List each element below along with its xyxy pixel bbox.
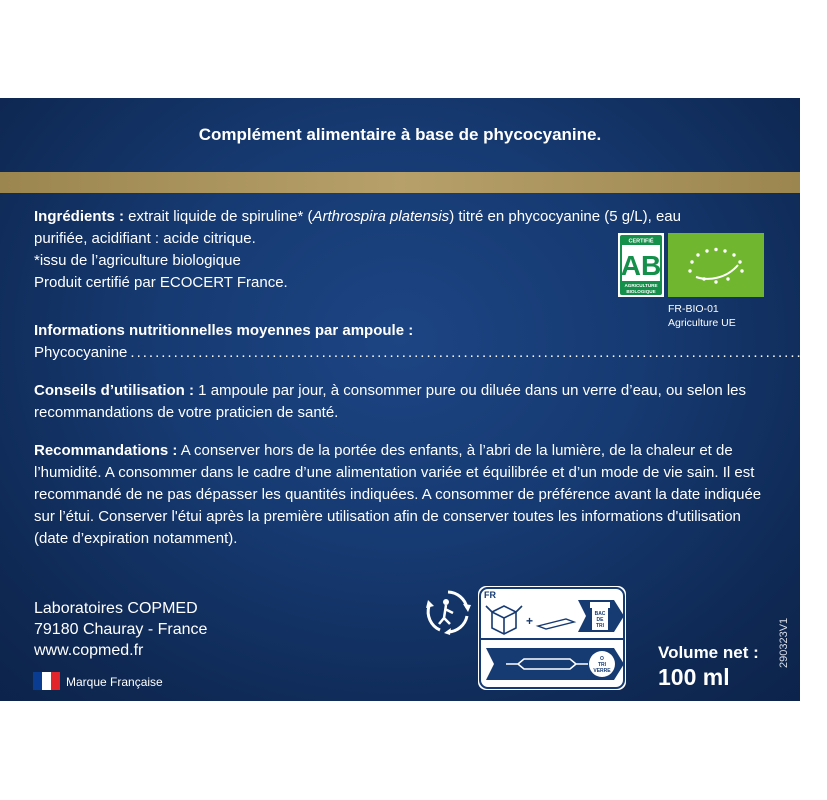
product-label: [0, 98, 827, 701]
version-code: 290323V1: [778, 617, 790, 668]
svg-text:DE: DE: [596, 617, 604, 623]
eu-leaf-icon: [668, 233, 764, 297]
svg-text:VERRE: VERRE: [593, 668, 611, 674]
recommendations-text: A conserver hors de la portée des enfants, à l’abri de la lumière, de la chaleur et de l’humidité. A consommer dans le cadre d’une alimentation variée et équilibrée et d’un mode de vie sain. Il est recommandé de ne pas dépasser les quantités indiquées. A consommer de préférence avant la date indiquée sur l’étui. Conserver l'étui après la première utilisation afin de conserver toutes les informations d'utilisation (date d’expiration notamment).: [34, 442, 762, 547]
svg-text:TRI: TRI: [597, 662, 607, 668]
bio-note: *issu de l’agriculture biologique: [34, 252, 241, 269]
usage-advice-label: Conseils d’utilisation :: [34, 382, 195, 399]
triman-sorting-info: [478, 586, 626, 690]
manufacturer-name: Laboratoires COPMED: [34, 600, 198, 617]
manufacturer-city: 79180 Chauray - France: [34, 621, 208, 638]
usage-advice-text: 1 ampoule par jour, à consommer pure ou diluée dans un verre d’eau, ou selon les recommandations de votre praticien de santé.: [34, 382, 747, 421]
svg-text:BAC: BAC: [594, 611, 606, 617]
triman-country: FR: [484, 590, 496, 600]
ab-bottom-text-1: AGRICULTURE: [624, 283, 658, 288]
dot-leader: .............................................................................................................: [130, 344, 803, 361]
eu-code-text: FR-BIO-01: [668, 303, 719, 315]
latin-name: Arthrospira platensis: [312, 208, 450, 225]
ab-bottom-text-2: BIOLOGIQUE: [626, 289, 656, 294]
svg-text:+: +: [526, 614, 534, 628]
sorting-bin-icon: [590, 602, 610, 630]
ab-top-text: CERTIFIÉ: [628, 238, 654, 245]
manufacturer-website: www.copmed.fr: [34, 642, 144, 659]
svg-text:O: O: [600, 656, 604, 662]
ingredients-text-after: ) titré en phycocyanine (5 g/L), eau: [449, 208, 681, 225]
certification-text: Produit certifié par ECOCERT France.: [34, 274, 288, 291]
ingredients-line2: purifiée, acidifiant : acide citrique.: [34, 230, 256, 247]
eu-control-code: [668, 302, 736, 330]
nutrition-title: Informations nutritionnelles moyennes par ampoule :: [34, 322, 414, 339]
gold-band: [0, 172, 800, 193]
eu-origin-text: Agriculture UE: [668, 317, 736, 329]
french-flag-icon: [33, 672, 60, 690]
triman-recycle-icon: [424, 588, 472, 636]
volume-value: 100 ml: [658, 664, 730, 690]
usage-advice: [34, 380, 774, 424]
tagline: Complément alimentaire à base de phycocyanine.: [198, 125, 602, 144]
svg-text:TRI: TRI: [595, 623, 605, 629]
recommendations-label: Recommandations :: [34, 442, 178, 459]
ingredients-label: Ingrédients :: [34, 208, 125, 225]
brand-origin: Marque Française: [66, 675, 163, 689]
ingredients-text-before: extrait liquide de spiruline* (: [124, 208, 313, 225]
volume-label: Volume net :: [658, 643, 759, 662]
ab-letters: AB: [620, 250, 662, 281]
ingredients-line1: [34, 206, 774, 228]
ab-logo: [618, 233, 664, 297]
glass-recycling-icon: [589, 651, 615, 677]
recommendations: [34, 440, 774, 550]
nutrient-value: 50 mg: [805, 344, 827, 383]
nutrient-name: Phycocyanine: [34, 344, 128, 361]
eu-organic-logo: [668, 233, 764, 297]
